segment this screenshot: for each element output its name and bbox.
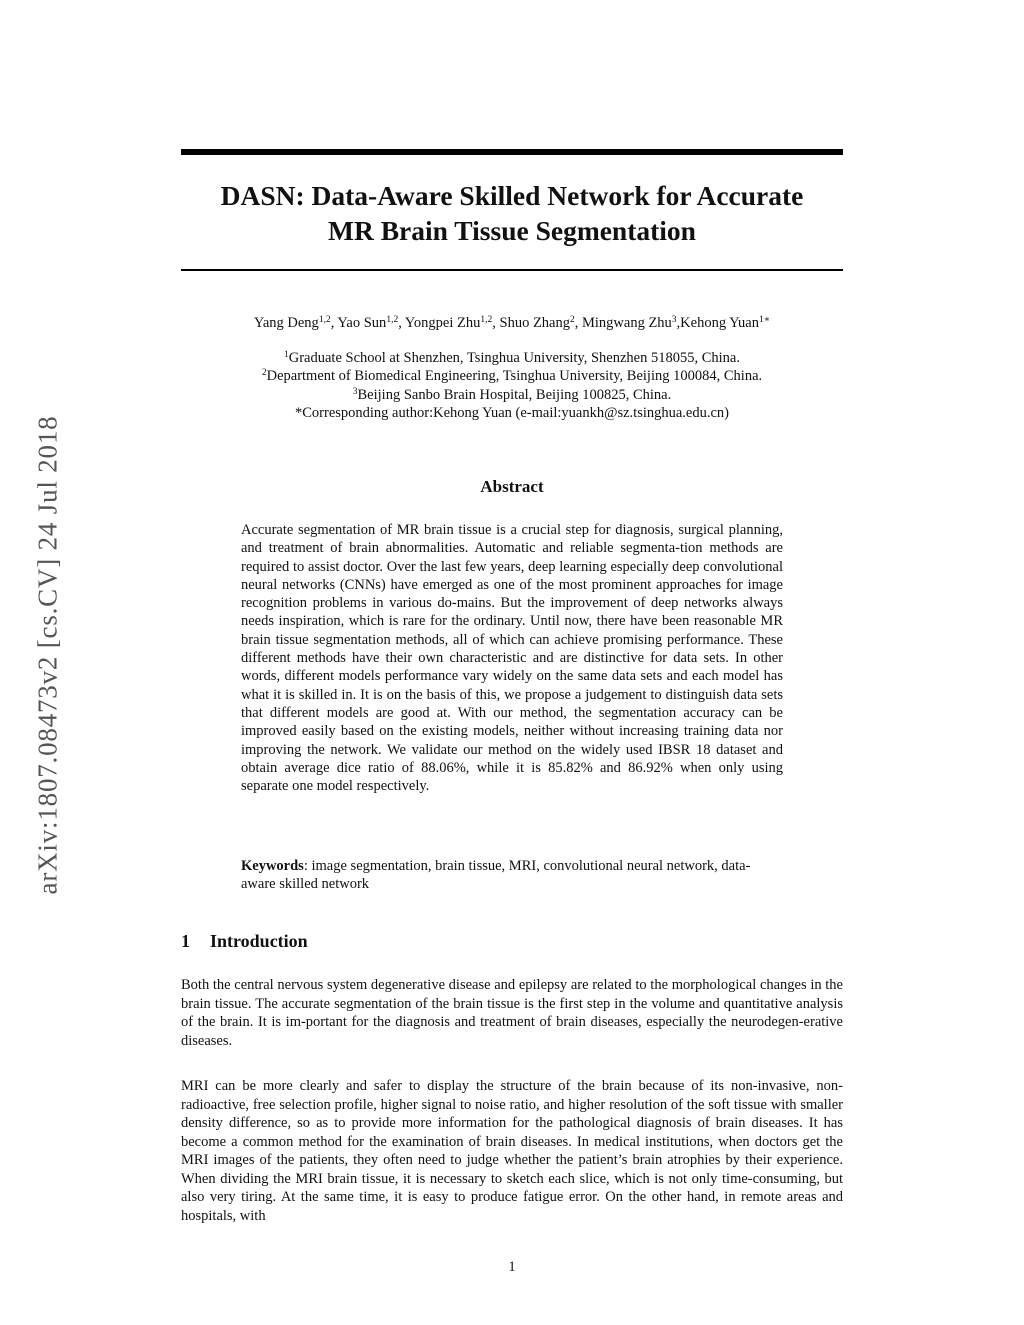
- abstract-text: Accurate segmentation of MR brain tissue is a crucial step for diagnosis, surgical planning, and treatment of brain abnormalities. Automatic and reliable segmenta-tion methods are required to assist doctor. Over the last few years, deep learning especially deep convolutional neural networks (CNNs) have emerged as one of the most prominent approaches for image recognition problems in various do-mains. But the improvement of deep networks always needs inspiration, which is rare for the ordinary. Until now, there have been reasonable MR brain tissue segmentation methods, all of which can achieve promising performance. These different methods have their own characteristic and are distinctive for data sets. In other words, different models performance vary widely on the same data sets and each model has what it is skilled in. It is on the basis of this, we propose a judgement to distinguish data sets that different models are good at. With our method, the segmentation accuracy can be improved easily based on the existing models, neither without increasing training data nor improving the network. We validate our method on the widely used IBSR 18 dataset and obtain average dice ratio of 88.06%, while it is 85.82% and 86.92% when only using separate one model respectively.: [241, 522, 783, 795]
- author: Kehong Yuan$^{1∗}$: [680, 315, 771, 331]
- arxiv-identifier-text: arXiv:1807.08473v2 [cs.CV] 24 Jul 2018: [32, 415, 63, 895]
- author: Yao Sun$^{1,2}$: [337, 315, 399, 331]
- corresponding-author: *Corresponding author:Kehong Yuan (e-mail:yuankh@sz.tsinghua.edu.cn): [294, 404, 730, 421]
- author-list: Yang Deng$^{1,2}$, Yao Sun$^{1,2}$, Yongpei Zhu$^{1,2}$, Shuo Zhang$^2$, Mingwang Zhu$^3$,Kehong Yuan$^{1∗}$: [253, 315, 771, 331]
- affiliation: $^1$Graduate School at Shenzhen, Tsinghua University, Shenzhen 518055, China.: [284, 350, 740, 366]
- affiliation: $^3$Beijing Sanbo Brain Hospital, Beijing 100825, China.: [352, 386, 672, 403]
- author: Yang Deng$^{1,2}$: [253, 315, 331, 331]
- keywords: [241, 857, 783, 894]
- section-heading-introduction: [181, 931, 308, 952]
- title-bottom-rule: [181, 269, 843, 271]
- title-top-rule: [181, 149, 843, 155]
- arxiv-identifier: [18, 365, 78, 945]
- page-number: 1: [508, 1259, 516, 1275]
- author: Shuo Zhang$^2$: [499, 315, 575, 331]
- author: Mingwang Zhu$^3$: [581, 315, 677, 331]
- body-paragraph: Both the central nervous system degenerative disease and epilepsy are related to the morphological changes in the brain tissue. The accurate segmentation of the brain tissue is the first step in the volume and quantitative analysis of the brain. It is im-portant for the diagnosis and treatment of brain diseases, especially the neurodegen-erative diseases.: [181, 977, 843, 1049]
- section-title: Introduction: [210, 931, 308, 951]
- title-line-2: MR Brain Tissue Segmentation: [328, 215, 696, 246]
- affiliations: [181, 349, 843, 422]
- keywords-label: Keywords: [241, 858, 304, 874]
- body-paragraph: MRI can be more clearly and safer to display the structure of the brain because of its non-invasive, non-radioactive, free selection profile, higher signal to noise ratio, and higher resolution of the soft tissue with smaller density difference, so as to provide more information for the pathological diagnosis of brain diseases. It has become a common method for the examination of brain diseases. In medical institutions, when doctors get the MRI images of the patients, they often need to judge whether the patient’s brain atrophies by their experience. When dividing the MRI brain tissue, it is necessary to sketch each slice, which is not only time-consuming, but also very tiring. At the same time, it is easy to produce fatigue error. On the other hand, in remote areas and hospitals, with: [181, 1078, 843, 1224]
- title-line-1: DASN: Data-Aware Skilled Network for Accurate: [220, 180, 804, 211]
- keywords-text: : image segmentation, brain tissue, MRI, convolutional neural network, data-aware skilled network: [241, 858, 751, 893]
- affiliation: $^2$Department of Biomedical Engineering, Tsinghua University, Beijing 100084, China.: [261, 368, 763, 385]
- abstract-heading: Abstract: [480, 477, 544, 496]
- paper-title: [181, 178, 843, 248]
- section-number: 1: [181, 931, 190, 951]
- author: Yongpei Zhu$^{1,2}$: [404, 315, 493, 331]
